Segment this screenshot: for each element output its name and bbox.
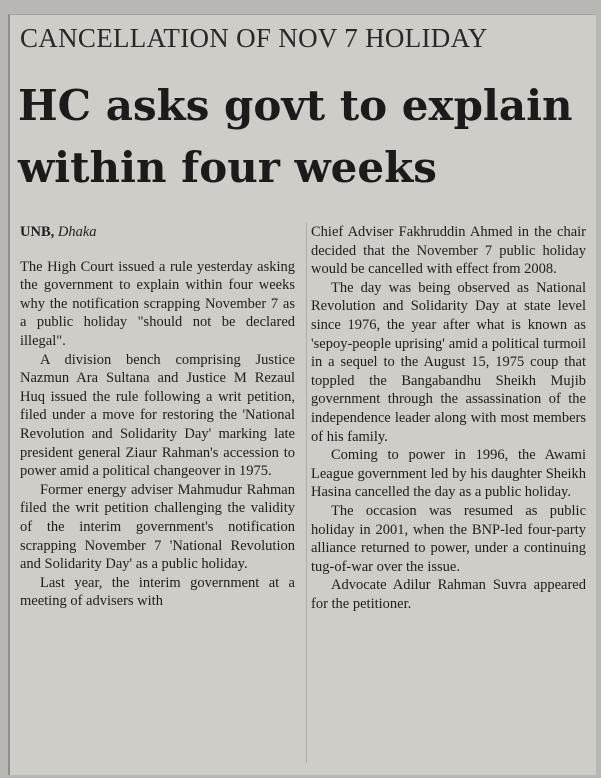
newspaper-clipping (8, 14, 596, 775)
paragraph: Former energy adviser Mahmudur Rahman filed the writ petition challenging the validity of the interim government's notification scrapping November 7 'National Revolution and Solidarity Day' as a public holiday. (20, 481, 295, 573)
paragraph: The High Court issued a rule yesterday asking the government to explain within four weeks why the notification scrapping November 7 as a public holiday "should not be declared illegal". (20, 258, 295, 349)
paragraph: Last year, the interim government at a meeting of advisers with (20, 574, 295, 610)
headline-line-2: within four weeks (18, 143, 437, 192)
paragraph: A division bench comprising Justice Nazmun Ara Sultana and Justice M Rezaul Huq issued the rule following a writ petition, filed under a move for restoring the 'National Revolution and Solidarity Day' marking late president general Ziaur Rahman's accession to power amid a political changeover in 1975. (20, 351, 295, 480)
paragraph: The day was being observed as National Revolution and Solidarity Day at state level since 1976, the year after what is known as 'sepoy-people uprising' amid a political turmoil in a sequel to the August 15, 1975 coup that toppled the Bangabandhu Sheikh Mujib government through the assassination of the independence leader along with most members of his family. (311, 279, 586, 445)
paragraph: Advocate Adilur Rahman Suvra appeared for the petitioner. (311, 577, 586, 612)
headline (18, 75, 593, 199)
byline-source: UNB, (20, 224, 58, 240)
paragraph: The occasion was resumed as public holiday in 2001, when the BNP-led four-party alliance returned to power, under a continuing tug-of-war over the issue. (311, 502, 586, 575)
paragraph: Coming to power in 1996, the Awami League government led by his daughter Sheikh Hasina cancelled the day as a public holiday. (311, 447, 586, 501)
byline (20, 223, 295, 242)
column-divider (306, 223, 307, 763)
paragraph: Chief Adviser Fakhruddin Ahmed in the chair decided that the November 7 public holiday would be cancelled with effect from 2008. (311, 224, 586, 278)
left-column (20, 223, 295, 611)
byline-city: Dhaka (57, 224, 97, 240)
headline-line-1: HC asks govt to explain (18, 81, 573, 130)
kicker: CANCELLATION OF NOV 7 HOLIDAY (20, 23, 488, 53)
right-column (311, 223, 586, 613)
